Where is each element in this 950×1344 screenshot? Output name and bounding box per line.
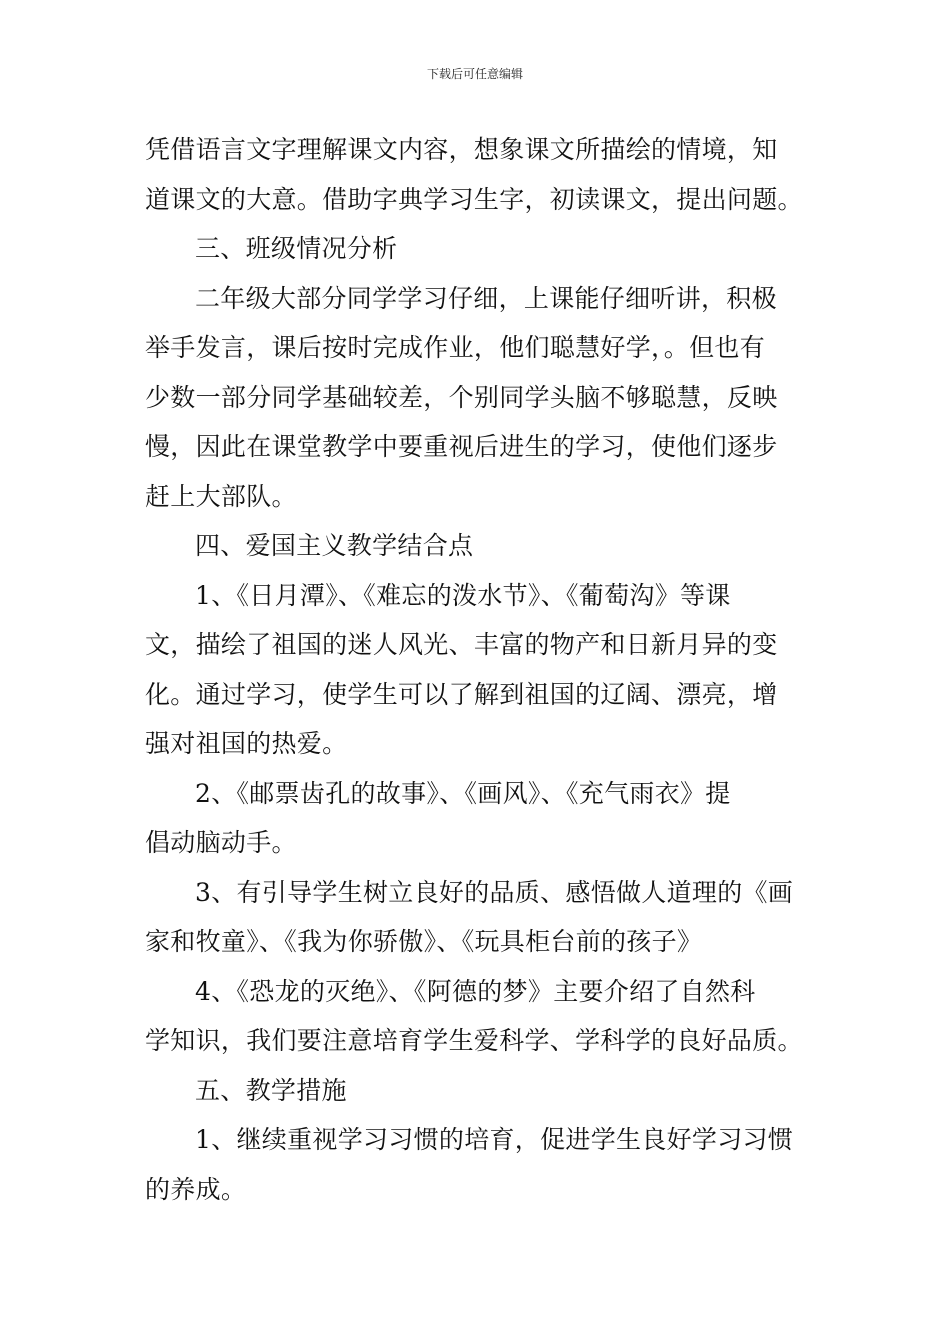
- section-heading-4: 四、爱国主义教学结合点: [195, 531, 474, 560]
- document-body: [145, 125, 807, 1214]
- text-line-19: 学知识，我们要注意培育学生爱科学、学科学的良好品质。: [145, 1026, 803, 1055]
- text-line-18: 4、《恐龙的灭绝》、《阿德的梦》主要介绍了自然科: [195, 976, 756, 1006]
- page-header: 下载后可任意编辑: [426, 67, 523, 81]
- text-line-4: 二年级大部分同学学习仔细，上课能仔细听讲，积极: [195, 283, 777, 313]
- text-line-17: 家和牧童》、《我为你骄傲》、《玩具柜台前的孩子》: [145, 927, 703, 956]
- text-line-13: 强对祖国的热爱。: [145, 729, 348, 758]
- text-line-11: 文，描绘了祖国的迷人风光、丰富的物产和日新月异的变: [145, 630, 778, 659]
- text-line-10: 1、《日月潭》、《难忘的泼水节》、《葡萄沟》等课: [195, 580, 731, 610]
- text-line-2: 道课文的大意。借助字典学习生字，初读课文，提出问题。: [145, 184, 803, 214]
- text-line-12: 化。通过学习，使学生可以了解到祖国的辽阔、漂亮，增: [145, 679, 778, 709]
- section-heading-3: 三、班级情况分析: [195, 234, 398, 263]
- text-line-14: 2、《邮票齿孔的故事》、《画风》、《充气雨衣》提: [195, 778, 731, 808]
- text-line-6: 少数一部分同学基础较差，个别同学头脑不够聪慧，反映: [145, 382, 778, 412]
- text-line-21: 1、继续重视学习习惯的培育，促进学生良好学习习惯: [195, 1125, 794, 1154]
- text-line-7: 慢，因此在课堂教学中要重视后进生的学习，使他们逐步: [145, 432, 778, 461]
- text-line-1: 凭借语言文字理解课文内容，想象课文所描绘的情境，知: [145, 135, 778, 164]
- text-line-15: 倡动脑动手。: [145, 828, 297, 857]
- section-heading-5: 五、教学措施: [195, 1075, 347, 1105]
- text-line-8: 赶上大部队。: [145, 481, 297, 511]
- text-line-16: 3、有引导学生树立良好的品质、感悟做人道理的《画: [195, 877, 794, 907]
- text-line-22: 的养成。: [145, 1174, 247, 1204]
- text-line-5: 举手发言，课后按时完成作业，他们聪慧好学，。但也有: [145, 333, 766, 362]
